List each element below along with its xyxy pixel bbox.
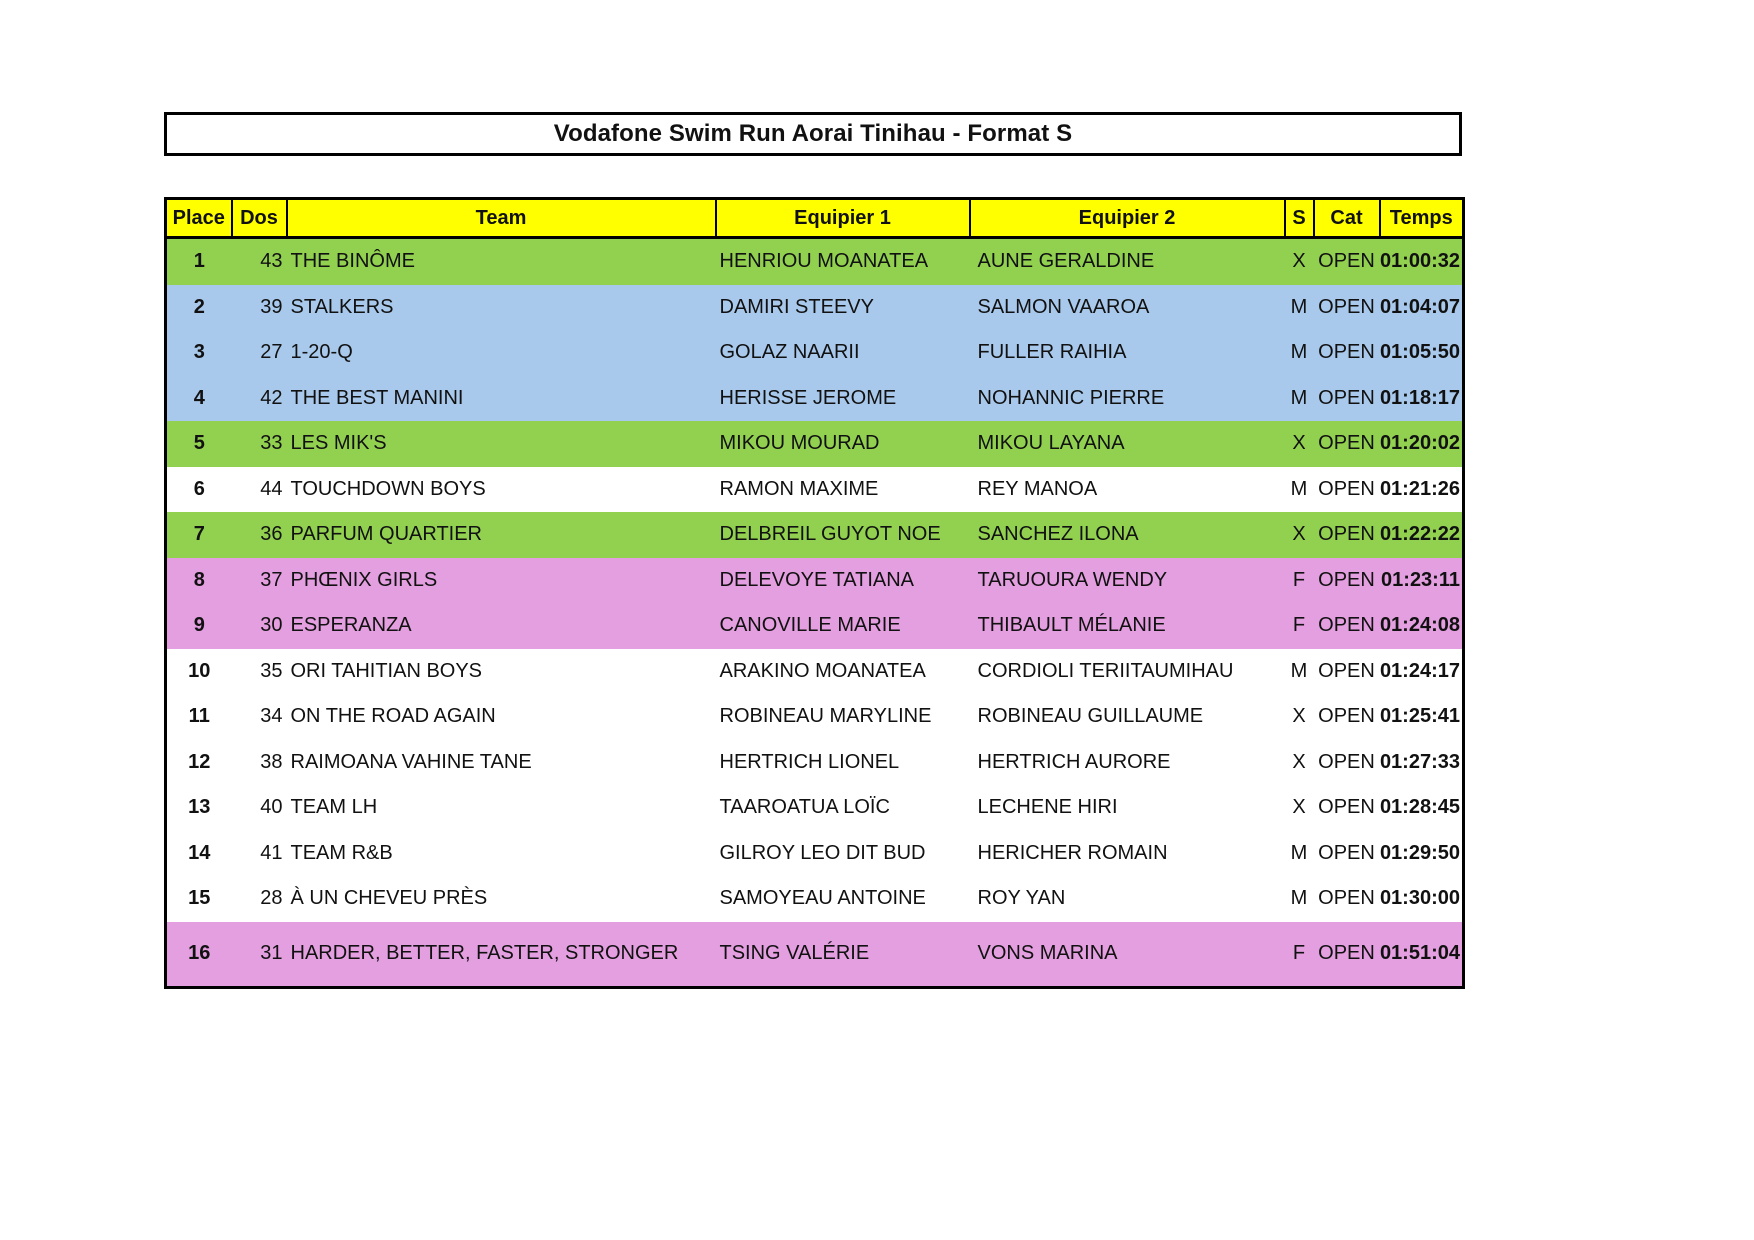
cell-equipier-1: RAMON MAXIME [719,477,879,500]
cell-equipier-2: LECHENE HIRI [977,796,1118,819]
cell-sexe: M [1290,386,1308,409]
cell-sexe: M [1290,341,1308,364]
table-row [166,649,1464,695]
cell-sexe: M [1290,295,1308,318]
cell-place: 9 [193,614,205,637]
cell-sexe: M [1290,477,1308,500]
cell-temps: 01:27:33 [1379,750,1460,773]
cell-place: 1 [193,250,205,273]
cell-cat: OPEN [1318,705,1375,728]
cell-sexe: X [1292,705,1306,728]
cell-place: 13 [188,796,211,819]
cell-team: TEAM LH [290,796,378,819]
table-row [166,740,1464,786]
cell-temps: 01:18:17 [1379,386,1460,409]
cell-team: ESPERANZA [290,614,412,637]
cell-equipier-2: TARUOURA WENDY [977,568,1168,591]
cell-dos: 27 [260,341,283,364]
cell-cat: OPEN [1318,386,1375,409]
cell-equipier-1: SAMOYEAU ANTOINE [719,887,926,910]
cell-cat: OPEN [1318,568,1375,591]
cell-place: 2 [193,295,205,318]
cell-temps: 01:28:45 [1379,796,1460,819]
cell-temps: 01:22:22 [1379,523,1460,546]
cell-equipier-2: ROBINEAU GUILLAUME [977,705,1204,728]
cell-cat: OPEN [1318,614,1375,637]
table-row [166,285,1464,331]
cell-team: PHŒNIX GIRLS [290,568,438,591]
cell-dos: 38 [260,750,283,773]
results-body [166,238,1464,988]
header-cat: Cat [1314,199,1380,238]
cell-team: TEAM R&B [290,841,393,864]
cell-temps: 01:00:32 [1379,250,1460,273]
table-row [166,512,1464,558]
cell-equipier-1: HENRIOU MOANATEA [719,250,929,273]
cell-place: 3 [193,341,205,364]
cell-team: LES MIK'S [290,432,387,455]
table-header-row [166,199,1464,238]
cell-sexe: F [1292,568,1306,591]
cell-cat: OPEN [1318,250,1375,273]
cell-equipier-1: TAAROATUA LOÏC [719,796,890,819]
table-row [166,694,1464,740]
cell-sexe: F [1292,614,1306,637]
cell-place: 7 [193,523,205,546]
table-row [166,238,1464,285]
title-text: Vodafone Swim Run Aorai Tinihau - Format S [553,120,1073,147]
cell-equipier-2: AUNE GERALDINE [977,250,1155,273]
cell-equipier-1: HERISSE JEROME [719,386,897,409]
cell-equipier-1: MIKOU MOURAD [719,432,880,455]
cell-dos: 42 [260,386,283,409]
cell-equipier-1: DELEVOYE TATIANA [719,568,915,591]
table-row [166,603,1464,649]
cell-equipier-2: SANCHEZ ILONA [977,523,1139,546]
cell-sexe: F [1292,942,1306,964]
header-equipier-2: Equipier 2 [970,199,1285,238]
cell-place: 6 [193,477,205,500]
cell-place: 10 [188,659,211,682]
cell-temps: 01:21:26 [1379,477,1460,500]
cell-temps: 01:25:41 [1379,705,1460,728]
cell-temps: 01:24:08 [1379,614,1460,637]
cell-temps: 01:23:11 [1381,568,1460,591]
cell-place: 5 [193,432,205,455]
results-table [164,197,1465,989]
cell-sexe: X [1292,250,1306,273]
table-row [166,876,1464,922]
header-place: Place [166,199,232,238]
cell-team: ON THE ROAD AGAIN [290,705,496,728]
cell-team: 1-20-Q [290,341,353,364]
cell-team: À UN CHEVEU PRÈS [290,887,488,910]
cell-dos: 41 [260,841,283,864]
cell-cat: OPEN [1318,523,1375,546]
cell-cat: OPEN [1318,841,1375,864]
table-row [166,558,1464,604]
cell-temps: 01:05:50 [1379,341,1460,364]
cell-equipier-2: NOHANNIC PIERRE [977,386,1165,409]
cell-place: 12 [188,750,211,773]
cell-place: 16 [188,942,211,964]
header-sexe: S [1285,199,1314,238]
table-row [166,785,1464,831]
cell-equipier-2: THIBAULT MÉLANIE [977,614,1166,637]
cell-dos: 28 [260,887,283,910]
cell-team: THE BINÔME [290,250,415,273]
cell-equipier-1: ROBINEAU MARYLINE [719,705,932,728]
table-row [166,330,1464,376]
cell-team: PARFUM QUARTIER [290,523,482,546]
cell-equipier-1: ARAKINO MOANATEA [719,659,926,682]
cell-sexe: X [1292,750,1306,773]
cell-dos: 39 [260,295,283,318]
cell-cat: OPEN [1318,341,1375,364]
cell-equipier-1: TSING VALÉRIE [719,942,870,964]
cell-cat: OPEN [1318,659,1375,682]
header-dos: Dos [232,199,287,238]
cell-temps: 01:51:04 [1379,942,1460,964]
table-row [166,376,1464,422]
cell-dos: 40 [260,796,283,819]
cell-cat: OPEN [1318,295,1375,318]
table-row [166,922,1464,988]
cell-equipier-1: GOLAZ NAARII [719,341,860,364]
cell-equipier-2: REY MANOA [977,477,1098,500]
header-team: Team [287,199,716,238]
table-row [166,831,1464,877]
cell-cat: OPEN [1318,796,1375,819]
cell-dos: 35 [260,659,283,682]
document-title [164,112,1462,156]
cell-sexe: X [1292,432,1306,455]
cell-team: THE BEST MANINI [290,386,464,409]
cell-equipier-1: CANOVILLE MARIE [719,614,901,637]
cell-cat: OPEN [1318,432,1375,455]
cell-team: STALKERS [290,295,394,318]
cell-dos: 31 [260,942,283,964]
cell-equipier-1: DAMIRI STEEVY [719,295,874,318]
cell-place: 8 [193,568,205,591]
cell-temps: 01:29:50 [1379,841,1460,864]
cell-temps: 01:30:00 [1379,887,1460,910]
table-row [166,467,1464,513]
cell-dos: 33 [260,432,283,455]
cell-sexe: M [1290,887,1308,910]
cell-cat: OPEN [1318,942,1375,964]
cell-team: HARDER, BETTER, FASTER, STRONGER [290,942,679,964]
cell-team: TOUCHDOWN BOYS [290,477,486,500]
cell-equipier-2: CORDIOLI TERIITAUMIHAU [977,659,1234,682]
cell-place: 15 [188,887,211,910]
cell-equipier-1: HERTRICH LIONEL [719,750,900,773]
cell-temps: 01:20:02 [1379,432,1460,455]
cell-sexe: M [1290,841,1308,864]
cell-dos: 36 [260,523,283,546]
cell-sexe: X [1292,523,1306,546]
cell-cat: OPEN [1318,750,1375,773]
cell-dos: 43 [260,250,283,273]
cell-equipier-2: ROY YAN [977,887,1066,910]
cell-equipier-2: HERICHER ROMAIN [977,841,1168,864]
cell-dos: 37 [260,568,283,591]
cell-team: ORI TAHITIAN BOYS [290,659,483,682]
cell-equipier-1: DELBREIL GUYOT NOE [719,523,941,546]
cell-team: RAIMOANA VAHINE TANE [290,750,532,773]
cell-equipier-2: SALMON VAAROA [977,295,1150,318]
cell-equipier-2: MIKOU LAYANA [977,432,1125,455]
cell-dos: 34 [260,705,283,728]
header-temps: Temps [1380,199,1464,238]
cell-equipier-2: HERTRICH AURORE [977,750,1171,773]
cell-sexe: M [1290,659,1308,682]
table-row [166,421,1464,467]
cell-place: 14 [188,841,211,864]
cell-temps: 01:24:17 [1379,659,1460,682]
header-equipier-1: Equipier 1 [716,199,970,238]
cell-place: 11 [188,705,210,728]
cell-equipier-1: GILROY LEO DIT BUD [719,841,926,864]
cell-temps: 01:04:07 [1379,295,1460,318]
cell-equipier-2: FULLER RAIHIA [977,341,1127,364]
cell-cat: OPEN [1318,477,1375,500]
cell-dos: 44 [260,477,283,500]
cell-sexe: X [1292,796,1306,819]
cell-cat: OPEN [1318,887,1375,910]
cell-place: 4 [193,386,205,409]
cell-equipier-2: VONS MARINA [977,942,1118,964]
cell-dos: 30 [260,614,283,637]
